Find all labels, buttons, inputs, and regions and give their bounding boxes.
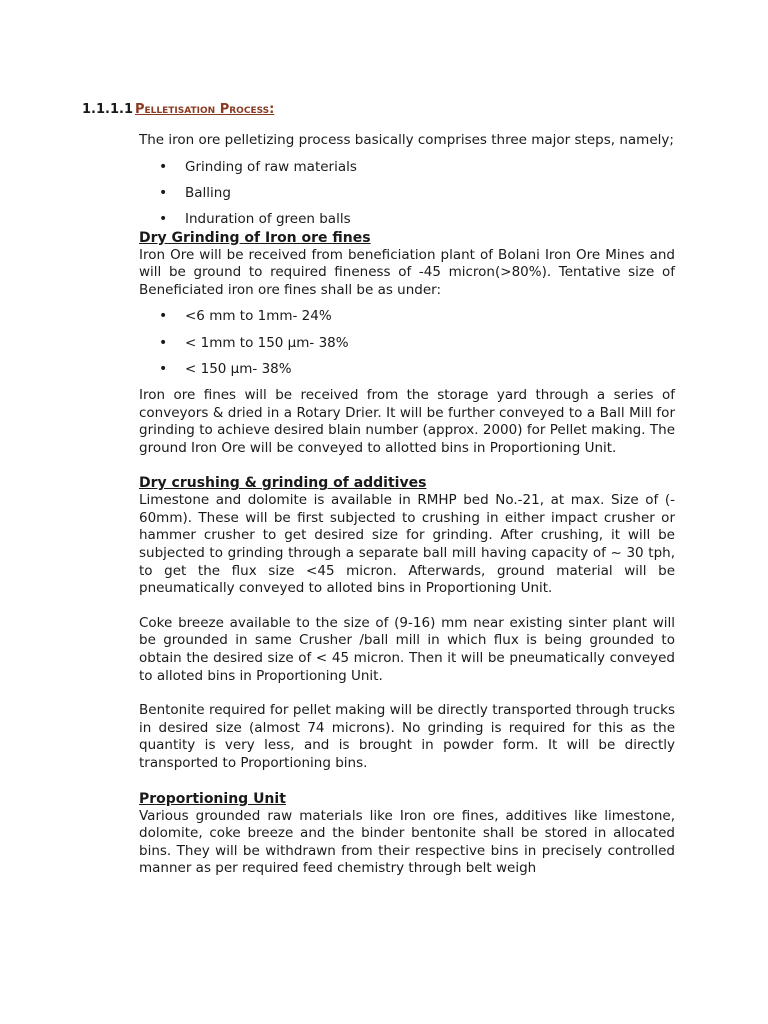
- list-item: • Induration of green balls: [139, 211, 675, 229]
- list-item: • <6 mm to 1mm- 24%: [139, 308, 675, 326]
- process-steps-list: [139, 159, 675, 229]
- dry-grinding-paragraph-1: Iron Ore will be received from beneficiation plant of Bolani Iron Ore Mines and will be ground to required fineness of -45 micron(>80%). Tentative size of Beneficiated iron ore fines shall be as under:: [139, 246, 675, 298]
- intro-paragraph: The iron ore pelletizing process basically comprises three major steps, namely;: [139, 132, 674, 148]
- dry-crushing-paragraph-1: Limestone and dolomite is available in RMHP bed No.-21, at max. Size of (- 60mm). These will be first subjected to crushing in either impact crusher or hammer crusher to get desired size for grinding. After crushing, it will be subjected to grinding through a separate ball mill having capacity of ~ 30 tph, to get the flux size <45 micron. Afterwards, ground material will be pneumatically conveyed to alloted bins in Proportioning Unit.: [139, 492, 675, 597]
- list-item: • Grinding of raw materials: [139, 159, 675, 177]
- dry-grinding-heading: Dry Grinding of Iron ore fines: [139, 229, 371, 246]
- list-item: • < 1mm to 150 µm- 38%: [139, 335, 675, 353]
- section-number: 1.1.1.1: [82, 102, 133, 117]
- fines-size-list: [139, 308, 675, 378]
- section-title: Pelletisation Process:: [135, 102, 275, 117]
- list-item: • < 150 µm- 38%: [139, 361, 675, 379]
- dry-crushing-paragraph-3: Bentonite required for pellet making will be directly transported through trucks in desired size (almost 74 microns). No grinding is required for this as the quantity is very less, and is brought in powder form. It will be directly transported to Proportioning bins.: [139, 702, 675, 771]
- dry-grinding-paragraph-2: Iron ore fines will be received from the storage yard through a series of conveyors & dried in a Rotary Drier. It will be further conveyed to a Ball Mill for grinding to achieve desired blain number (approx. 2000) for Pellet making. The ground Iron Ore will be conveyed to allotted bins in Proportioning Unit.: [139, 386, 675, 456]
- section-heading: [82, 101, 274, 119]
- dry-crushing-heading: Dry crushing & grinding of additives: [139, 475, 427, 492]
- proportioning-paragraph-1: Various grounded raw materials like Iron ore fines, additives like limestone, dolomite, coke breeze and the binder bentonite shall be stored in allocated bins. They will be withdrawn from their respective bins in precisely controlled manner as per required feed chemistry through belt weigh: [139, 807, 675, 877]
- document-body: [139, 132, 675, 878]
- dry-crushing-paragraph-2: Coke breeze available to the size of (9-16) mm near existing sinter plant will be grounded in same Crusher /ball mill in which flux is being grounded to obtain the desired size of < 45 micron. Then it will be pneumatically conveyed to alloted bins in Proportioning Unit.: [139, 614, 675, 684]
- proportioning-heading: Proportioning Unit: [139, 790, 286, 807]
- list-item: • Balling: [139, 185, 675, 203]
